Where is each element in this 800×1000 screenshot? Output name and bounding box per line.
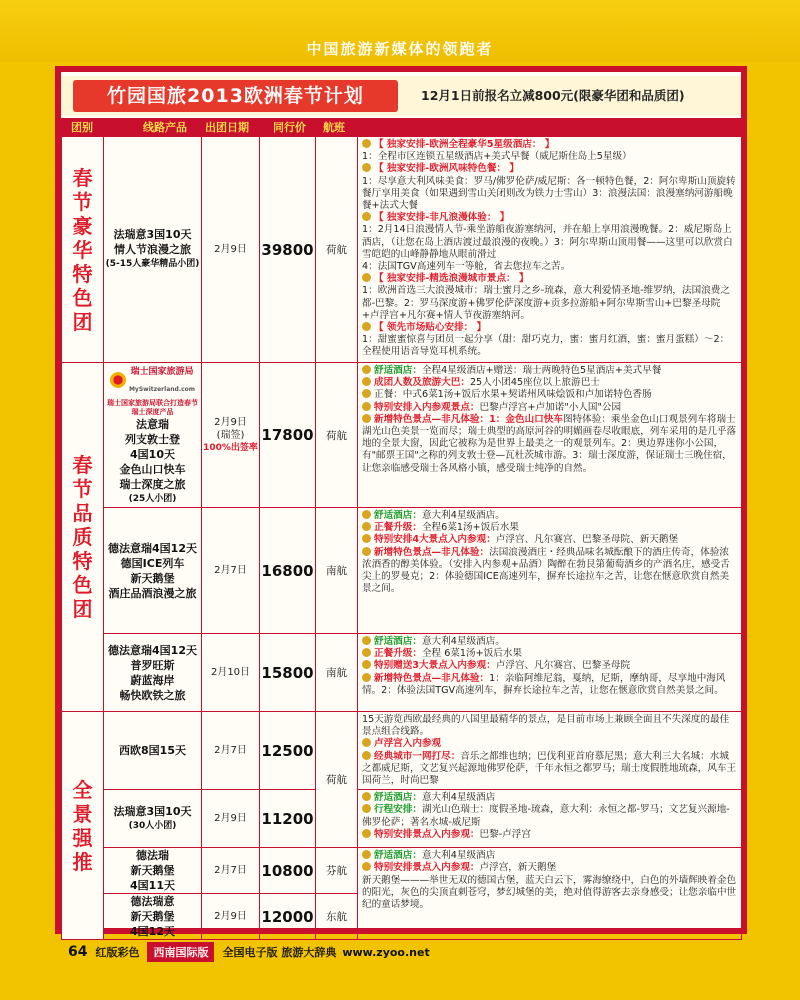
table-row <box>62 508 742 634</box>
flight-cell: 芬航 <box>316 848 358 894</box>
bullet-icon <box>362 829 371 838</box>
table-header <box>61 118 741 136</box>
bullet-icon <box>362 636 371 645</box>
date-cell: 2月9日 (瑞签) 100%出签率 <box>202 363 260 508</box>
website-link[interactable]: www.zyoo.net <box>342 945 430 959</box>
price-cell: 10800 <box>260 848 316 894</box>
group-quality: 春 节 品 质 特 色 团 <box>62 363 104 712</box>
page-number: 64 <box>68 944 88 960</box>
product-cell: 法瑞意3国10天 (30人小团) <box>104 790 202 848</box>
footer <box>0 938 800 1000</box>
bullet-icon <box>362 212 371 221</box>
bullet-icon <box>362 389 371 398</box>
product-cell: 瑞士国家旅游局 MySwitzerland.com 瑞士国家旅游局联合打造春节瑞士深度产品 法意瑞 列支敦士登 4国10天 金色山口快车 瑞士深度之旅 (25人小团) <box>104 363 202 508</box>
date-cell: 2月10日 <box>202 634 260 712</box>
bullet-icon <box>362 510 371 519</box>
product-cell: 西欧8国15天 <box>104 712 202 790</box>
description-cell: 舒适酒店：全程4星级酒店+赠送：瑞士两晚特色5星酒店+美式早餐 成团人数及旅游大巴：25人小团45座位以上旅游巴士 正餐：中式6菜1汤+饭后水果+契诺州风味烩饭和卢加诺特色香肠 特别安排入内参观景点：巴黎卢浮宫+卢加诺"小人国"公园 新增特色景点—非凡体验：1：金色山口快车图特体验：乘坐金色山口观景列车将瑞士湖光山色美景一览而尽；瑞士典型的高原河谷的明媚画卷尽收眼底，列车采用的是几乎落地的全景大窗，因此它被称为是世界上最美之一的观景列车。2：奥边界迷你小公国，有"邮票王国"之称的列支敦士登—瓦杜茨城市游。3：瑞士深度游，保证瑞士三晚住宿，让您亲临感受瑞士各风格小镇，感受瑞士纯净的自然。 <box>358 363 742 508</box>
price-cell: 17800 <box>260 363 316 508</box>
table-row <box>62 363 742 508</box>
promo-note: 12月1日前报名立减800元(限豪华团和品质团) <box>421 88 685 103</box>
header-date: 出团日期 <box>205 121 249 134</box>
description-cell: 舒适酒店：意大利4星级酒店。 正餐升级：全程 6菜1汤+饭后水果 特别赠送3大景点入内参观：卢浮宫、凡尔赛宫、巴黎圣母院 新增特色景点—非凡体验：1：亲临阿维尼翁，戛纳，尼斯，摩纳哥，尽享地中海风情。2：体验法国TGV高速列车，摒弃长途拉车之苦，让您在惬意欣赏自然美景之间。 <box>358 634 742 712</box>
footer-text: 全国电子版 旅游大辞典 <box>222 946 337 959</box>
flight-cell: 荷航 <box>316 712 358 848</box>
table-row <box>62 634 742 712</box>
table-row <box>62 137 742 363</box>
date-cell: 2月7日 <box>202 848 260 894</box>
edition-badge: 西南国际版 <box>147 942 214 962</box>
title-bar <box>61 76 741 116</box>
bullet-icon <box>362 660 371 669</box>
product-cell: 德法瑞意 新天鹅堡 4国12天 <box>104 894 202 940</box>
bullet-icon <box>362 163 371 172</box>
group-luxury: 春 节 豪 华 特 色 团 <box>62 137 104 363</box>
page-title: 竹园国旅2013欧洲春节计划 <box>73 80 398 112</box>
bullet-icon <box>362 648 371 657</box>
top-banner <box>0 0 800 62</box>
slogan: 中国旅游新媒体的领跑者 <box>306 40 494 58</box>
date-cell: 2月9日 <box>202 137 260 363</box>
flight-cell: 荷航 <box>316 363 358 508</box>
bullet-icon <box>362 792 371 801</box>
description-cell: 【 独家安排-欧洲全程豪华5星级酒店： 】 1：全程市区连锁五星级酒店+美式早餐（威尼斯住岛上5星级） 【 独家安排-欧洲风味特色餐： 】 1：尽享意大利风味美食：罗马/佛罗伦萨/威尼斯：各一顿特色餐，2：阿尔卑斯山顶旋转餐厅享用美食（如果遇到雪山关闭则改为铁力士雪山）3：浪漫法国：浪漫塞纳河游船晚餐+法式大餐 【 独家安排-非凡浪漫体验： 】 1：2月14日浪漫情人节-乘坐游船夜游塞纳河，并在船上享用浪漫晚餐。2：威尼斯岛上酒店，（让您在岛上酒店渡过最浪漫的夜晚。）3：阿尔卑斯山顶用餐——这里可以欣赏白雪皑皑的山峰静静地从眼前滑过 4：法国TGV高速列车一等舱，省去您拉车之苦。 【 独家安排-精选浪漫城市景点： 】 1：欧洲首选三大浪漫城市：瑞士蜜月之乡-琉森，意大利爱情圣地-维罗纳，法国浪费之都-巴黎。2：罗马深度游+佛罗伦萨深度游+贡多拉游船+阿尔卑斯雪山+巴黎圣母院+卢浮宫+凡尔赛+情人节夜游塞纳河。 【 领先市场贴心安排： 】 1：甜蜜蜜惊喜与团员一起分享（甜：甜巧克力，蜜：蜜月红酒，蜜：蜜月蛋糕）～2：全程使用语音导览耳机系统。 <box>358 137 742 363</box>
bullet-icon <box>362 534 371 543</box>
product-cell: 法瑞意3国10天 情人节浪漫之旅 (5-15人豪华精品小团) <box>104 137 202 363</box>
swiss-tourism-logo: 瑞士国家旅游局 MySwitzerland.com <box>104 363 201 397</box>
date-cell: 2月7日 <box>202 508 260 634</box>
price-cell: 12500 <box>260 712 316 790</box>
table-row <box>62 712 742 790</box>
flight-cell: 南航 <box>316 508 358 634</box>
date-cell: 2月9日 <box>202 894 260 940</box>
bullet-icon <box>362 402 371 411</box>
bullet-icon <box>362 522 371 531</box>
bullet-icon <box>362 139 371 148</box>
bullet-icon <box>362 273 371 282</box>
bullet-icon <box>362 673 371 682</box>
swiss-logo-icon <box>110 372 126 388</box>
table-row <box>62 790 742 848</box>
color-label: 红版彩色 <box>95 946 140 959</box>
ad-frame <box>55 66 747 939</box>
description-cell: 15天游览西欧最经典的八国里最精华的景点，是目前市场上兼顾全面且不失深度的最佳景点组合线路。 卢浮宫入内参观 经典城市一网打尽：音乐之都维也纳；巴伐利亚首府慕尼黑；意大利三大名城：水城之都威尼斯，文艺复兴起源地佛罗伦萨，千年永恒之都罗马；瑞士度假胜地琉森，风车王国荷兰，时尚巴黎 <box>358 712 742 790</box>
group-scenic: 全 景 强 推 <box>62 712 104 940</box>
price-cell: 11200 <box>260 790 316 848</box>
product-cell: 德法意瑞4国12天 普罗旺斯 蔚蓝海岸 畅快欧铁之旅 <box>104 634 202 712</box>
header-product: 线路产品 <box>143 121 187 134</box>
price-cell: 12000 <box>260 894 316 940</box>
bullet-icon <box>362 751 371 760</box>
description-cell: 舒适酒店：意大利4星级酒店 行程安排：湖光山色瑞士：度假圣地-琉森，意大利：永恒之都-罗马；文艺复兴源地-佛罗伦萨；著名水城-威尼斯 特别安排景点入内参观：巴黎-卢浮宫 <box>358 790 742 848</box>
header-group: 团别 <box>71 121 93 134</box>
bullet-icon <box>362 850 371 859</box>
header-price: 同行价 <box>273 121 306 134</box>
bullet-icon <box>362 377 371 386</box>
bullet-icon <box>362 322 371 331</box>
flight-cell: 荷航 <box>316 137 358 363</box>
price-cell: 39800 <box>260 137 316 363</box>
ad-content <box>61 72 741 939</box>
bullet-icon <box>362 804 371 813</box>
bullet-icon <box>362 365 371 374</box>
bullet-icon <box>362 414 371 423</box>
date-cell: 2月7日 <box>202 712 260 790</box>
header-flight: 航班 <box>323 121 345 134</box>
tour-table <box>61 136 742 940</box>
price-cell: 16800 <box>260 508 316 634</box>
product-cell: 德法意瑞4国12天 德国ICE列车 新天鹅堡 酒庄品酒浪漫之旅 <box>104 508 202 634</box>
table-row <box>62 848 742 894</box>
flight-cell: 南航 <box>316 634 358 712</box>
bullet-icon <box>362 738 371 747</box>
description-cell: 舒适酒店：意大利4星级酒店 特别安排景点入内参观：卢浮宫，新天鹅堡 新天鹅堡———举世无双的德国古堡，蓝天白云下，雾海缭绕中，白色的外墙辉映着金色的阳光，灰色的尖顶直刺苍穹，梦幻城堡的美，绝对值得游客去亲身感受；让您亲临中世纪的童话梦境。 <box>358 848 742 940</box>
date-cell: 2月9日 <box>202 790 260 848</box>
bullet-icon <box>362 862 371 871</box>
description-cell: 舒适酒店：意大利4星级酒店。 正餐升级：全程6菜1汤+饭后水果 特别安排4大景点入内参观：卢浮宫、凡尔赛宫、巴黎圣母院、新天鹅堡 新增特色景点—非凡体验：法国浪漫酒庄・经典品味名城酝酿下的酒庄传奇，体验浓浓酒香的醇美体验。（安排入内参观+品酒）陶醉在勃艮第葡萄酒乡的产酒名庄，感受舌尖上的罗曼克；2：体验德国ICE高速列车，摒弃长途拉车之苦，让您在惬意欣赏自然美景之间。 <box>358 508 742 634</box>
flight-cell: 东航 <box>316 894 358 940</box>
bullet-icon <box>362 547 371 556</box>
price-cell: 15800 <box>260 634 316 712</box>
product-cell: 德法瑞 新天鹅堡 4国11天 <box>104 848 202 894</box>
